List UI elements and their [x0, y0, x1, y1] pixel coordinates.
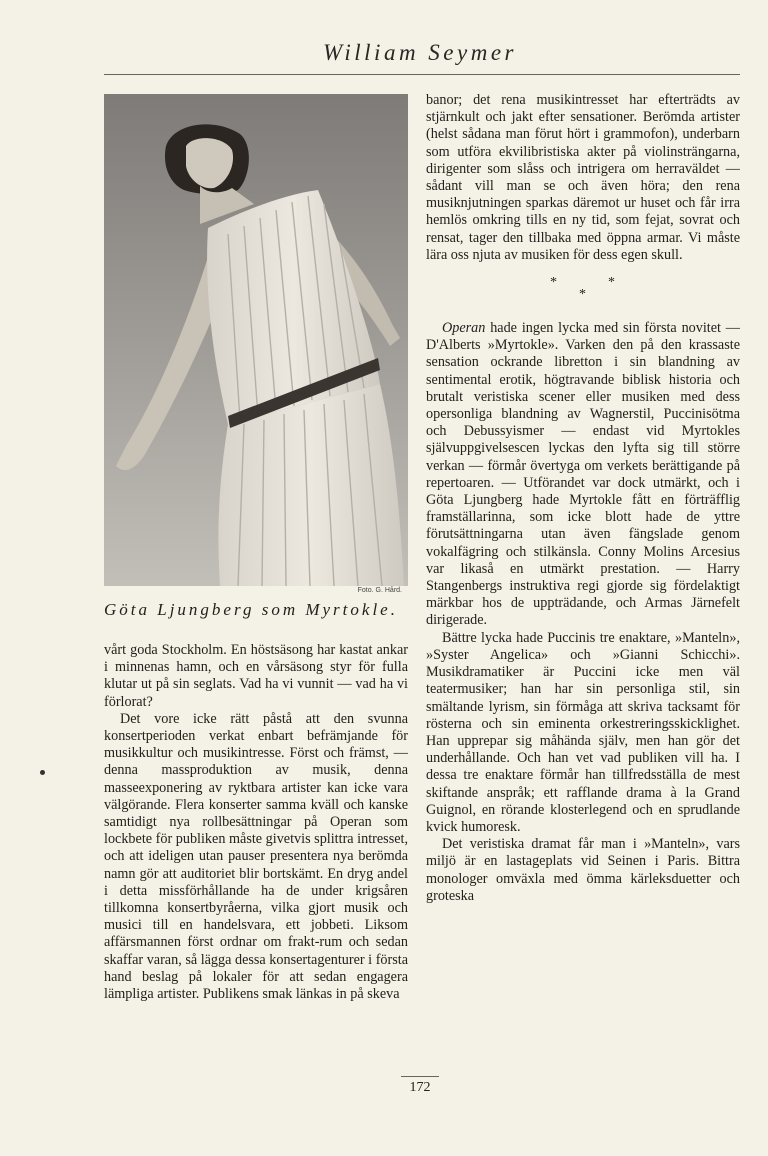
section-divider-stars	[426, 270, 740, 316]
star-2: *	[608, 275, 615, 291]
opera-term: Operan	[442, 320, 486, 337]
page-number: 172	[409, 1080, 431, 1095]
right-paragraph-2	[426, 320, 740, 630]
right-paragraph-4: Det veristiska dramat får man i »Manteln», vars miljö är en lastageplats vid Seinen i Paris. Bittra monologer omväxla med ömma kärleksduetter och groteska	[426, 836, 740, 904]
photo-illustration	[104, 94, 408, 586]
right-paragraph-2-text: hade ingen lycka med sin första novitet — D'Alberts »Myrtokle». Varken den på den krassaste sensation ockrande libretton i sin blandning av sentimental erotik, högtravande biblisk historia och brutalt veristiska scener eller musiken med dess opersonliga blandning av Wagnerstil, Puccinisötma och Debussyismer — endast vid Myrtokles självuppgivelsescen lyckas den lyfta sig till större verkan — förmår övertyga om verkets berättigande på repertoaren. — Utförandet var dock utmärkt, och i Göta Ljungberg hade Myrtokle fått en förträfflig framställarinna, som icke blott hade de yttre förutsättningarna utan även fängslade genom vokalfägring och stilkänsla. Conny Molins Arcesius var likaså en utmärkt prestation. — Harry Stangenbergs instruktiva regi gjorde sig fördelaktigt märkbar hos de uppträdande, och Armas Järnefelt dirigerade.	[426, 320, 740, 629]
header-rule	[104, 74, 740, 75]
left-paragraph-2: Det vore icke rätt påstå att den svunna konsertperioden verkat enbart befrämjande för musikkultur och musikintresse. Först och främst, — denna massproduktion av musik, denna masseexponering av ryktbara artister kan icke vara välgörande. Flera konserter samma kväll och kanske samtidigt nya rollbesättningar på Operan som lockbete för publiken måste givetvis splittra intresset, och att ideligen utan pauser presentera nya berömda namn gör att auditoriet blir bortskämt. En dryg andel i detta missförhållande ha de under krigsåren tillkomna konsertbyråerna, vilka gjort musik och musici till en handelsvara, ett jobbeti. Liksom affärsmannen först ordnar om frakt-rum och sedan skaffar varan, så lägga dessa konsertagenturer i första hand beslag på lokaler för att sedan engagera lämpliga artister. Publikens smak länkas in på skeva	[104, 710, 408, 1003]
left-paragraph-1: vårt goda Stockholm. En höstsäsong har kastat ankar i minnenas hamn, och en vårsäsong styr för fulla klutar ut på sin seglats. Vad ha vi vunnit — vad ha vi förlorat?	[104, 642, 408, 710]
left-column	[104, 642, 408, 1003]
right-paragraph-1: banor; det rena musikintresset har efterträdts av stjärnkult och jakt efter sensationer. Berömda artister (helst sådana man förut hört i grammofon), underbarn som utföra ekvilibristiska akter på violinsträngarna, dirigenter som slåss och intrigera om herraväldet — sådant vill man se och även höra; den rena musiknjutningen sparkas däremot ur huset och får irra hemlös omkring tills en ny tid, som fejat, sovrat och rensat, tager den tillbaka med öppna armar. Vi måste lära oss njuta av musiken för dess egen skull.	[426, 92, 740, 263]
margin-mark	[40, 770, 45, 775]
footer-rule	[401, 1076, 439, 1077]
right-paragraph-3: Bättre lycka hade Puccinis tre enaktare, »Manteln», »Syster Angelica» och »Gianni Schicchi». Musikdramatiker är Puccini icke men väl teatermusiker; han har sin personliga stil, sin smältande lyrism, sin förmåga att skriva tacksamt för rösterna och sin eminenta orkestreringsskicklighet. Han upprepar sig måhända själv, men han gör det underhållande. Och han vet vad publiken vill ha. I dessa tre enaktare förmår han tillfredsställa de mest skiftande anspråk; ett rafflande drama à la Grand Guignol, en rörande klosterlegend och en sprudlande kvick humoresk.	[426, 629, 740, 835]
figure-caption: Göta Ljungberg som Myrtokle.	[104, 600, 398, 619]
portrait-photo	[104, 94, 408, 586]
photo-credit: Foto. G. Hård.	[357, 587, 402, 594]
star-3: *	[579, 287, 586, 303]
right-column	[426, 92, 740, 905]
running-header: William Seymer	[323, 40, 517, 65]
star-1: *	[550, 275, 557, 291]
